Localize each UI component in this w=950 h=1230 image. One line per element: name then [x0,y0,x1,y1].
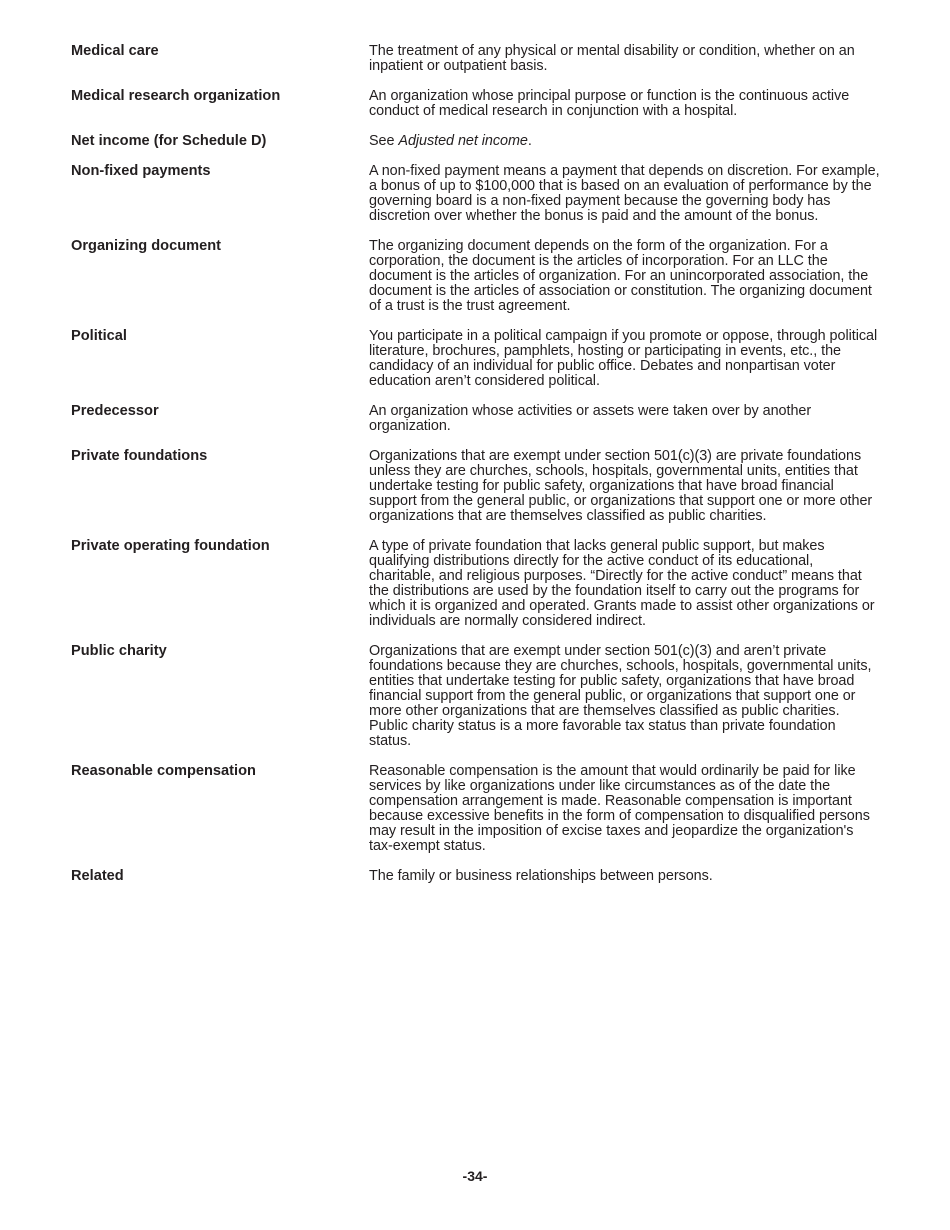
glossary-entry-private-operating-foundation [71,539,881,629]
glossary-term: Private operating foundation [71,538,270,554]
glossary-definition: A type of private foundation that lacks general public support, but makes qualifying distributions directly for the active conduct of its educational, charitable, and religious purposes. “Directly for the active conduct” means that the distributions are used by the foundation itself to carry out the programs for which it is organized and operated. Grants made to assist other organizations or individuals are normally considered indirect. [369,538,875,629]
glossary-term: Medical care [71,43,159,59]
glossary-term: Private foundations [71,448,208,464]
glossary-entry-non-fixed-payments [71,164,881,224]
glossary-definition: Organizations that are exempt under section 501(c)(3) and aren’t private foundations because they are churches, schools, hospitals, governmental units, entities that undertake testing for public safety, organizations that have broad financial support from the general public, or organizations that support one or more other organizations that are themselves classified as public charities. Public charity status is a more favorable tax status than private foundation status. [369,643,872,749]
glossary-definition: An organization whose activities or assets were taken over by another organization. [369,403,812,434]
glossary-definition: A non-fixed payment means a payment that depends on discretion. For example, a bonus of up to $100,000 that is based on an evaluation of performance by the governing board is a non-fixed payment because the governing body has discretion over whether the bonus is paid and the amount of the bonus. [369,163,880,224]
definition-suffix: . [527,133,532,149]
glossary-definition: The organizing document depends on the form of the organization. For a corporation, the document is the articles of incorporation. For an LLC the document is the articles of organization. For an unincorporated association, the document is the articles of association or constitution. The organizing document of a trust is the trust agreement. [369,238,872,314]
glossary-definition: Reasonable compensation is the amount that would ordinarily be paid for like services by like organizations under like circumstances as of the date the compensation arrangement is made. Reasonable compensation is important because excessive benefits in the form of compensation to disqualified persons may result in the imposition of excise taxes and jeopardize the organization's tax-exempt status. [369,763,870,854]
glossary-entry-predecessor [71,404,881,434]
glossary-definition: The family or business relationships between persons. [369,868,713,884]
glossary-entry-reasonable-compensation [71,764,881,854]
glossary-term: Political [71,328,127,344]
glossary-term: Reasonable compensation [71,763,256,779]
glossary-list [71,44,881,899]
glossary-term: Medical research organization [71,88,281,104]
glossary-term: Related [71,868,124,884]
glossary-entry-related [71,869,881,884]
glossary-term: Net income (for Schedule D) [71,133,267,149]
glossary-entry-organizing-document [71,239,881,314]
glossary-entry-net-income [71,134,881,149]
definition-prefix: See [369,133,399,149]
glossary-definition [369,134,881,149]
glossary-definition: The treatment of any physical or mental disability or condition, whether on an inpatient or outpatient basis. [369,43,855,74]
glossary-entry-medical-care [71,44,881,74]
glossary-definition: An organization whose principal purpose or function is the continuous active conduct of medical research in conjunction with a hospital. [369,88,850,119]
glossary-term: Organizing document [71,238,221,254]
glossary-definition: You participate in a political campaign if you promote or oppose, through political literature, brochures, pamphlets, hosting or participating in events, etc., the candidacy of an individual for public office. Debates and nonpartisan voter education aren’t considered political. [369,328,878,389]
glossary-term: Public charity [71,643,167,659]
glossary-term: Predecessor [71,403,159,419]
glossary-entry-private-foundations [71,449,881,524]
cross-reference: Adjusted net income [398,133,528,149]
glossary-entry-medical-research-organization [71,89,881,119]
glossary-entry-political [71,329,881,389]
glossary-definition: Organizations that are exempt under section 501(c)(3) are private foundations unless they are churches, schools, hospitals, governmental units, entities that undertake testing for public safety, organizations that have broad financial support from the general public, or organizations that support one or more other organizations that are themselves classified as public charities. [369,448,873,524]
glossary-entry-public-charity [71,644,881,749]
glossary-term: Non-fixed payments [71,163,211,179]
page-number: -34- [462,1168,488,1184]
